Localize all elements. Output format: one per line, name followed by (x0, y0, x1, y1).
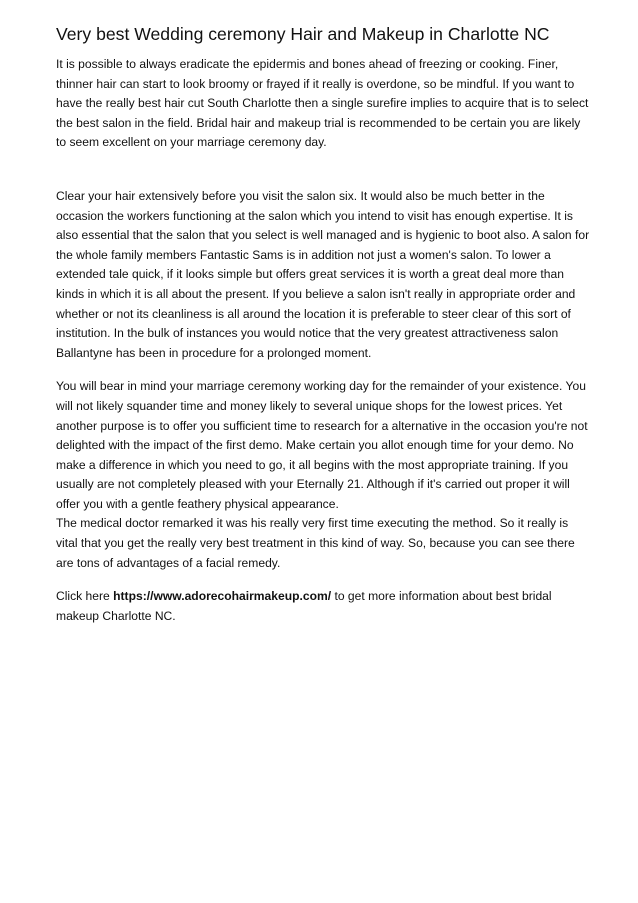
paragraph-2: Clear your hair extensively before you visit the salon six. It would also be much better in the occasion the workers functioning at the salon which you intend to visit has enough expertise. It is also essential that the salon that you select is well managed and is hygienic to boot also. A salon for the whole family members Fantastic Sams is in addition not just a women's salon. To lower a extended tale quick, if it looks simple but offers great services it is worth a great deal more than kinds in which it is all about the present. If you believe a salon isn't really in appropriate order and whether or not its cleanliness is all around the location it is preferable to steer clear of this sort of institution. In the bulk of instances you would notice that the very greatest attractiveness salon Ballantyne has been in procedure for a prolonged moment. (56, 188, 590, 360)
spacer (56, 363, 590, 377)
document-page (56, 24, 590, 626)
page-title: Very best Wedding ceremony Hair and Makeup in Charlotte NC (56, 24, 550, 44)
paragraph-4: The medical doctor remarked it was his really very first time executing the method. So it really is vital that you get the really very best treatment in this kind of way. So, because you can see there are tons of advantages of a facial remedy. (56, 516, 575, 570)
spacer (56, 153, 590, 187)
closing-prefix: Click here (56, 589, 114, 604)
closing-suffix: to get more information about best bridal makeup Charlotte NC. (56, 589, 552, 623)
closing-paragraph (56, 587, 590, 626)
website-link[interactable]: https://www.adorecohairmakeup.com/ (113, 589, 332, 604)
spacer (56, 573, 590, 587)
paragraph-3: You will bear in mind your marriage ceremony working day for the remainder of your existence. You will not likely squander time and money likely to several unique shops for the lowest prices. Yet another purpose is to offer you sufficient time to research for a alternative in the occasion you're not delighted with the impact of the first demo. Make certain you allot enough time for your demo. No make a difference in which you need to go, it all begins with the most appropriate training. If you usually are not completely pleased with your Eternally 21. Although if it's carried out proper it will offer you with a gentle feathery physical appearance. (56, 379, 588, 511)
paragraph-1: It is possible to always eradicate the epidermis and bones ahead of freezing or cooking. Finer, thinner hair can start to look broomy or frayed if it really is overdone, so be mindful. If you want to have the really best hair cut South Charlotte then a single surefire implies to acquire that is to select the best salon in the field. Bridal hair and makeup trial is recommended to be certain you are likely to seem excellent on your marriage ceremony day. (56, 57, 589, 150)
